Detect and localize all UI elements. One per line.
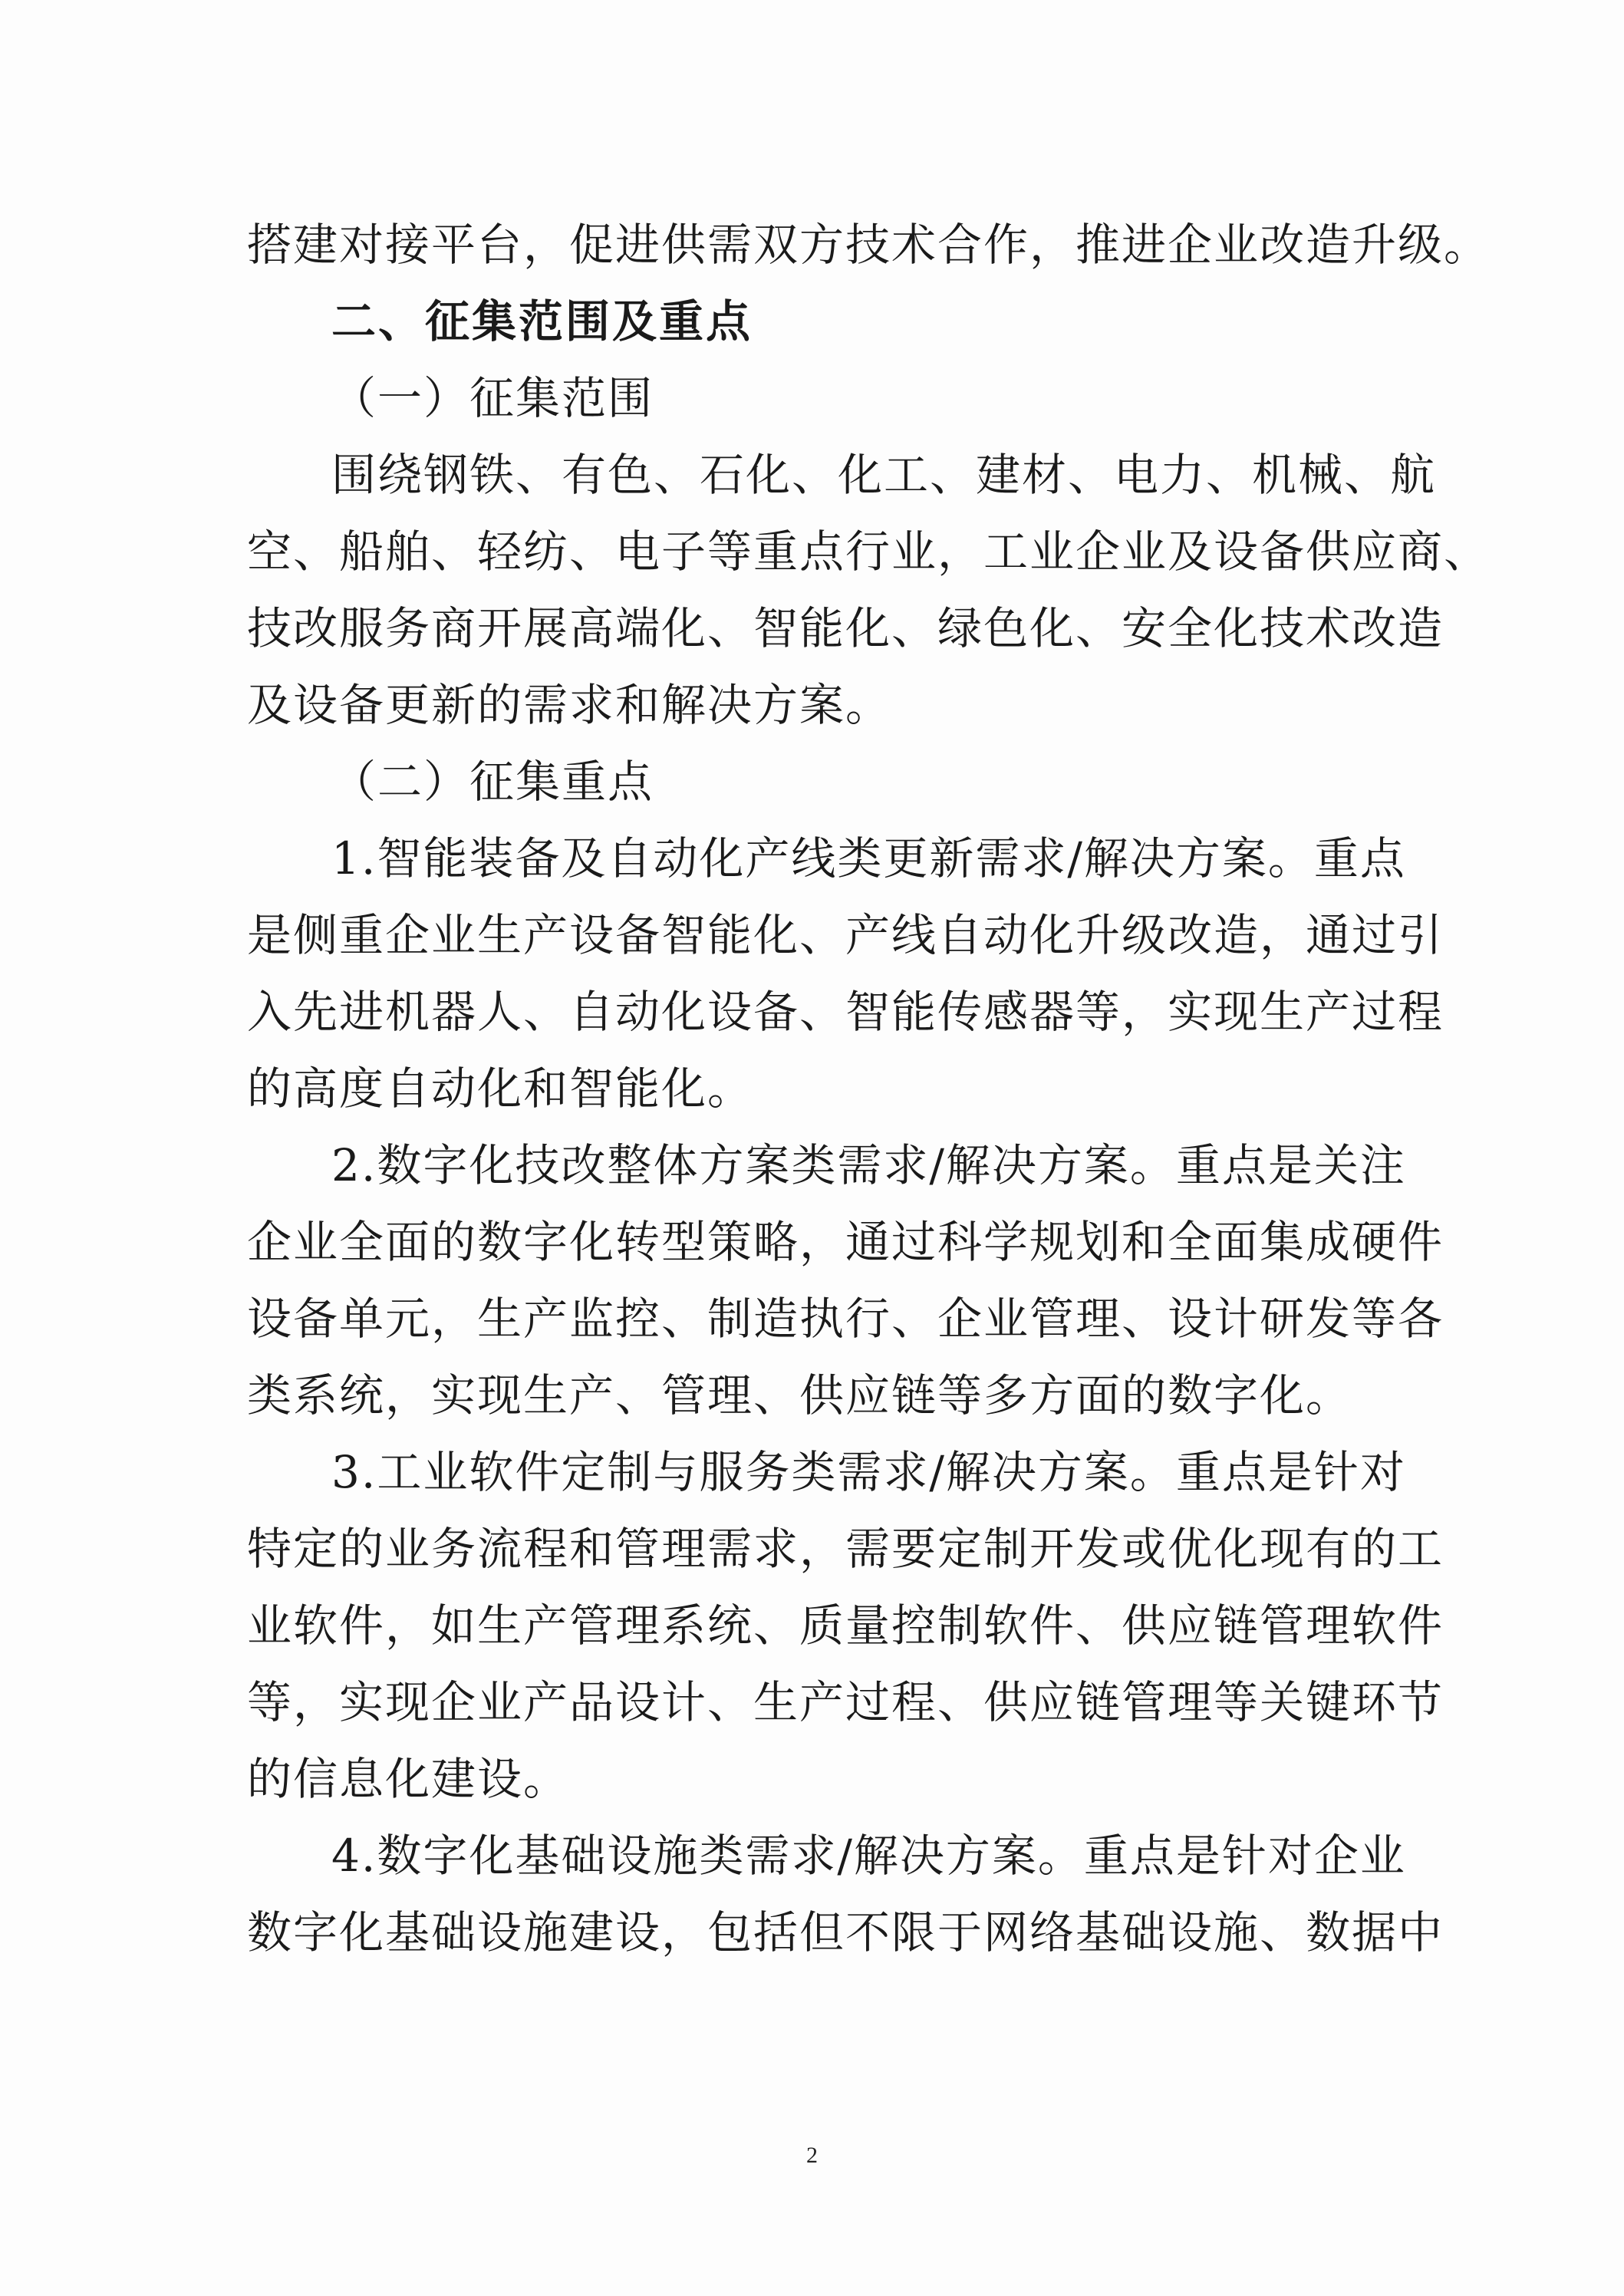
paragraph-line: 企业全面的数字化转型策略，通过科学规划和全面集成硬件 bbox=[247, 1216, 1444, 1268]
paragraph-line: 1.智能装备及自动化产线类更新需求/解决方案。重点 bbox=[331, 832, 1406, 884]
subsection-heading: （一）征集范围 bbox=[331, 372, 654, 424]
paragraph-line: 是侧重企业生产设备智能化、产线自动化升级改造，通过引 bbox=[247, 909, 1444, 961]
paragraph-line: 空、船舶、轻纺、电子等重点行业，工业企业及设备供应商、 bbox=[247, 525, 1491, 578]
paragraph-line: 技改服务商开展高端化、智能化、绿色化、安全化技术改造 bbox=[247, 602, 1444, 654]
paragraph-line: 围绕钢铁、有色、石化、化工、建材、电力、机械、航 bbox=[331, 449, 1437, 501]
paragraph-line: 的高度自动化和智能化。 bbox=[247, 1062, 754, 1115]
paragraph-line: 业软件，如生产管理系统、质量控制软件、供应链管理软件 bbox=[247, 1599, 1444, 1652]
paragraph-line: 入先进机器人、自动化设备、智能传感器等，实现生产过程 bbox=[247, 986, 1444, 1038]
body-text bbox=[247, 219, 1491, 1958]
paragraph-line: 等，实现企业产品设计、生产过程、供应链管理等关键环节 bbox=[247, 1676, 1444, 1728]
page-number: 2 bbox=[806, 2143, 818, 2168]
subsection-heading: （二）征集重点 bbox=[331, 756, 654, 808]
paragraph-line: 类系统，实现生产、管理、供应链等多方面的数字化。 bbox=[247, 1369, 1352, 1421]
paragraph-line: 特定的业务流程和管理需求，需要定制开发或优化现有的工 bbox=[247, 1523, 1444, 1575]
paragraph-line: 及设备更新的需求和解决方案。 bbox=[247, 679, 892, 731]
section-heading: 二、征集范围及重点 bbox=[331, 295, 753, 348]
paragraph-line: 3.工业软件定制与服务类需求/解决方案。重点是针对 bbox=[331, 1446, 1406, 1498]
paragraph-line: 2.数字化技改整体方案类需求/解决方案。重点是关注 bbox=[331, 1139, 1406, 1191]
paragraph-line: 设备单元，生产监控、制造执行、企业管理、设计研发等各 bbox=[247, 1293, 1444, 1345]
paragraph-line: 搭建对接平台，促进供需双方技术合作，推进企业改造升级。 bbox=[247, 219, 1491, 271]
paragraph-line: 4.数字化基础设施类需求/解决方案。重点是针对企业 bbox=[331, 1830, 1406, 1882]
paragraph-line: 数字化基础设施建设，包括但不限于网络基础设施、数据中 bbox=[247, 1906, 1444, 1958]
paragraph-line: 的信息化建设。 bbox=[247, 1753, 570, 1805]
